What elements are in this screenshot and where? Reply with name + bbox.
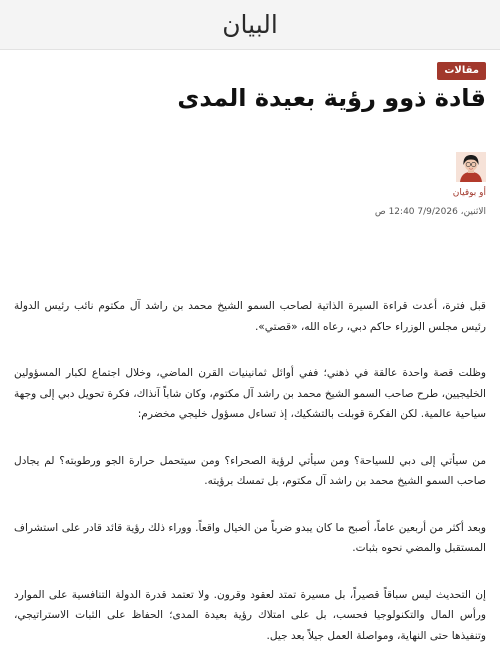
article-paragraph: من سيأتي إلى دبي للسياحة؟ ومن سيأتي لرؤية الصحراء؟ ومن سيتحمل حرارة الجو ورطوبته؟ لم يجادل صاحب السمو الشيخ محمد بن راشد آل مكتوم، بل تمسك برؤيته. — [14, 454, 486, 487]
article-paragraph: وبعد أكثر من أربعين عاماً، أصبح ما كان يبدو ضرباً من الخيال واقعاً. ووراء ذلك رؤية قائد قادر على استشراف المستقبل والمضي نحوه بثبات. — [14, 521, 486, 554]
site-header — [0, 0, 500, 50]
site-logo[interactable]: البيان — [222, 10, 278, 39]
author-name-link[interactable]: أو بوقيان — [452, 188, 486, 198]
avatar-portrait-icon — [456, 152, 486, 182]
article-paragraph: وظلت قصة واحدة عالقة في ذهني؛ ففي أوائل ثمانينيات القرن الماضي، وخلال اجتماع لكبار المسؤولين الخليجيين، طرح صاحب السمو الشيخ محمد بن راشد آل مكتوم، وكان شاباً آنذاك، فكرة تحويل دبي إلى وجهة سياحية عالمية. لكن الفكرة قوبلت بالتشكيك، إذ تساءل مسؤول خليجي مخضرم: — [14, 367, 486, 420]
article-body — [14, 296, 486, 672]
article-title: قادة ذوو رؤية بعيدة المدى — [177, 84, 486, 112]
article-paragraph: قبل فترة، أعدت قراءة السيرة الذاتية لصاحب السمو الشيخ محمد بن راشد آل مكتوم نائب رئيس الدولة رئيس مجلس الوزراء حاكم دبي، رعاه الله، «قصتي». — [14, 300, 486, 333]
article-paragraph: إن التحديث ليس سباقاً قصيراً، بل مسيرة تمتد لعقود وقرون. ولا تعتمد قدرة الدولة التنافسية على الموارد ورأس المال والتكنولوجيا فحسب، بل على امتلاك رؤية بعيدة المدى؛ الحفاظ على الثبات الاستراتيجي، وتنفيذها حتى النهاية، ومواصلة العمل جيلاً بعد جيل. — [14, 588, 486, 642]
category-badge[interactable]: مقالات — [437, 62, 486, 80]
publish-date: الاثنين، 7/9/2026 12:40 ص — [374, 207, 486, 217]
author-avatar[interactable] — [456, 152, 486, 182]
